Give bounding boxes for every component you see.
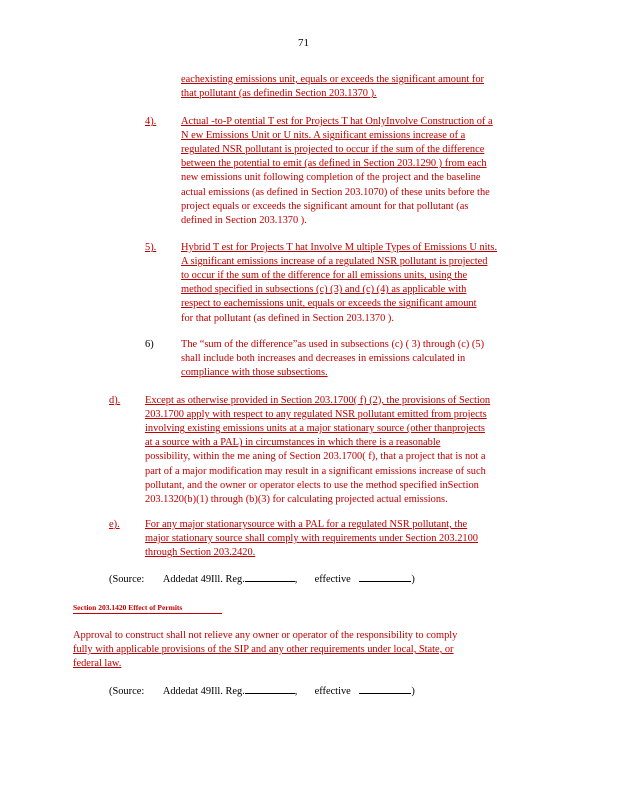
register-blank xyxy=(245,581,295,582)
paragraph-line: respect to eachemissions unit, equals or exceeds the significant amount xyxy=(181,298,477,310)
item-e-letter: e). xyxy=(109,519,120,530)
paragraph-line: at a source with a PAL) in circumstances in which there is a reasonable xyxy=(145,437,441,449)
register-blank xyxy=(245,693,295,694)
paragraph-line: regulated NSR pollutant is projected to occur if the sum of the difference xyxy=(181,144,485,156)
paragraph-line: to occur if the sum of the difference for all emissions units, using the xyxy=(181,270,468,282)
section-body-line: federal law. xyxy=(73,658,122,669)
paragraph-line: Hybrid T est for Projects T hat Involve M ultiple Types of Emissions U nits. xyxy=(181,242,498,253)
source-note: (Source: Addedat 49Ill. Reg. , effective ) xyxy=(109,574,415,585)
effective-date-blank xyxy=(359,693,411,694)
paragraph-line: Except as otherwise provided in Section 203.1700( f) (2), the provisions of Section xyxy=(145,395,491,406)
paragraph-line: actual emissions (as defined in Section 203.1070) of these units before the xyxy=(181,186,490,198)
section-body-line: fully with applicable provisions of the SIP and any other requirements under local, State, or xyxy=(73,644,454,655)
page-number: 71 xyxy=(298,37,309,49)
item-6-number: 6) xyxy=(145,339,154,350)
section-heading: Section 203.1420 Effect of Permits xyxy=(73,603,222,614)
paragraph-line: possibility, within the me aning of Section 203.1700( f), that a project that is not a xyxy=(145,451,486,463)
paragraph-line: through Section 203.2420. xyxy=(145,547,256,559)
paragraph-line: part of a major modification may result in a significant emissions increase of such xyxy=(145,465,486,477)
intro-line: that pollutant (as definedin Section 203.1370 ). xyxy=(181,88,377,99)
paragraph-line: 203.1700 apply with respect to any regulated NSR pollutant emitted from projects xyxy=(145,409,487,421)
paragraph-line: N ew Emissions Unit or U nits. A significant emissions increase of a xyxy=(181,130,466,142)
source-effective: effective xyxy=(314,574,351,585)
paragraph-line: defined in Section 203.1370 ). xyxy=(181,214,307,226)
source-added: Addedat 49Ill. Reg. xyxy=(162,686,245,697)
source-note: (Source: Addedat 49Ill. Reg. , effective ) xyxy=(109,686,415,697)
paragraph-line: method specified in subsections (c) (3) and (c) (4) as applicable with xyxy=(181,284,467,296)
paragraph-line: major stationary source shall comply with requirements under Section 203.2100 xyxy=(145,533,479,545)
paragraph-line: Actual -to-P otential T est for Projects T hat OnlyInvolve Construction of a xyxy=(181,116,493,127)
item-4-number: 4). xyxy=(145,116,157,127)
source-added: Addedat 49Ill. Reg. xyxy=(162,574,245,585)
section-body-line: Approval to construct shall not relieve any owner or operator of the responsibility to comply xyxy=(73,630,458,641)
paragraph-line: 203.1320(b)(1) through (b)(3) for calculating projected actual emissions. xyxy=(145,493,448,505)
paragraph-line: for that pollutant (as defined in Section 203.1370 ). xyxy=(181,312,394,324)
effective-date-blank xyxy=(359,581,411,582)
paragraph-line: compliance with those subsections. xyxy=(181,367,328,379)
item-5-number: 5). xyxy=(145,242,157,253)
paragraph-line: project equals or exceeds the significant amount for that pollutant (as xyxy=(181,200,469,212)
paragraph-line: new emissions unit following completion of the project and the baseline xyxy=(181,172,481,184)
paragraph-line: between the potential to emit (as defined in Section 203.1290 ) from each xyxy=(181,158,487,170)
paragraph-line: shall include both increases and decreases in emissions calculated in xyxy=(181,353,466,365)
item-d-letter: d). xyxy=(109,395,121,406)
paragraph-line: pollutant, and the owner or operator elects to use the method specified inSection xyxy=(145,479,479,491)
paragraph-line: involving existing emissions units at a major stationary source (other thanprojects xyxy=(145,423,485,435)
intro-line: eachexisting emissions unit, equals or exceeds the significant amount for xyxy=(181,74,484,85)
source-label: (Source: xyxy=(109,574,145,585)
paragraph-line: The “sum of the difference”as used in subsections (c) ( 3) through (c) (5) xyxy=(181,339,485,350)
paragraph-line: A significant emissions increase of a regulated NSR pollutant is projected xyxy=(181,256,488,268)
paragraph-line: For any major stationarysource with a PAL for a regulated NSR pollutant, the xyxy=(145,519,468,530)
source-effective: effective xyxy=(314,686,351,697)
source-label: (Source: xyxy=(109,686,145,697)
